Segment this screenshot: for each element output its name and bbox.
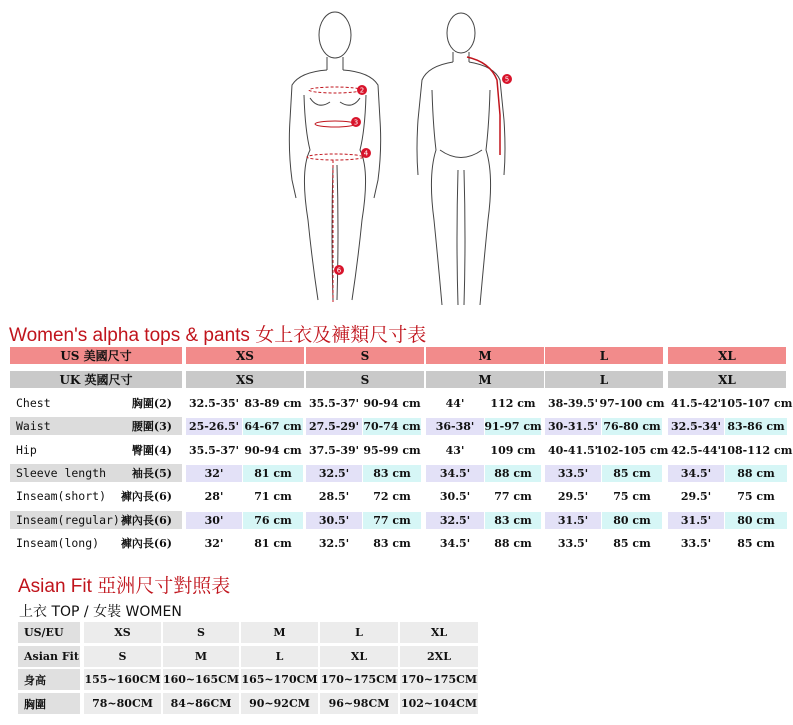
uk-size-l: L <box>545 371 663 388</box>
table-cell: 88 cm <box>725 465 787 482</box>
table-cell: 30.5' <box>306 512 362 529</box>
row-name-cn: 腰圍(3) <box>131 420 172 433</box>
asian-cell: S <box>84 646 161 667</box>
sleeve-measurement-line <box>467 57 500 155</box>
asian-cell: XS <box>84 622 161 643</box>
table-cell: 34.5' <box>426 465 484 482</box>
uk-size-s: S <box>306 371 424 388</box>
table-cell: 29.5' <box>557 490 589 503</box>
table-cell: 43' <box>445 444 465 457</box>
table-cell: 33.5' <box>545 465 601 482</box>
table-cell: 80 cm <box>725 512 787 529</box>
table-cell: 71 cm <box>254 490 292 503</box>
table-cell: 64-67 cm <box>244 420 302 433</box>
asian-cell: S <box>163 622 239 643</box>
table-cell: 83-89 cm <box>244 397 302 410</box>
table-cell: 81 cm <box>254 537 292 550</box>
table-cell: 76-80 cm <box>603 420 661 433</box>
table-cell: 108-112 cm <box>719 444 793 457</box>
us-size-label: US 美國尺寸 <box>10 347 182 364</box>
table-cell: 42.5-44' <box>670 444 722 457</box>
table-cell: 31.5' <box>668 512 724 529</box>
table-cell: 75 cm <box>613 490 651 503</box>
table-cell: 34.5' <box>668 465 724 482</box>
table-cell: 80 cm <box>602 512 662 529</box>
table-cell: 40-41.5' <box>547 444 599 457</box>
table-cell: 33.5' <box>680 537 712 550</box>
table-cell: 109 cm <box>490 444 536 457</box>
table-cell: 32.5' <box>306 465 362 482</box>
table-cell: 34.5' <box>439 537 471 550</box>
asian-cell: 96~98CM <box>320 693 398 714</box>
table-cell: 77 cm <box>363 512 421 529</box>
table-cell: 32' <box>186 465 242 482</box>
row-name: Waist <box>16 419 51 433</box>
table-cell: 88 cm <box>494 537 532 550</box>
us-size-xs: XS <box>186 347 304 364</box>
table-cell: 28.5' <box>318 490 350 503</box>
table-cell: 32.5' <box>426 512 484 529</box>
table-cell: 95-99 cm <box>363 444 421 457</box>
asian-cell: 2XL <box>400 646 478 667</box>
table-cell: 105-107 cm <box>719 397 793 410</box>
asian-fit-subtitle: 上衣 TOP / 女裝 WOMEN <box>19 604 182 620</box>
row-name: Hip <box>16 443 37 457</box>
table-cell: 90-94 cm <box>244 444 302 457</box>
table-cell: 83-86 cm <box>725 418 787 435</box>
asian-cell: XL <box>320 646 398 667</box>
row-label <box>10 534 182 552</box>
row-name-cn: 胸圍(2) <box>131 397 172 410</box>
us-size-m: M <box>426 347 544 364</box>
back-figure <box>417 13 505 305</box>
table-cell: 75 cm <box>737 490 775 503</box>
row-name-cn: 臀圍(4) <box>131 444 172 457</box>
table-cell: 38-39.5' <box>547 397 599 410</box>
table-cell: 36-38' <box>426 418 484 435</box>
asian-row-label: 身高 <box>18 669 80 690</box>
asian-row-label: 胸圍 <box>18 693 80 714</box>
table-cell: 83 cm <box>485 512 541 529</box>
asian-cell: 90~92CM <box>241 693 318 714</box>
asian-cell: M <box>241 622 318 643</box>
table-cell: 35.5-37' <box>308 397 360 410</box>
table-cell: 81 cm <box>243 465 303 482</box>
table-cell: 31.5' <box>545 512 601 529</box>
row-label <box>10 511 182 529</box>
table-cell: 85 cm <box>602 465 662 482</box>
table-cell: 85 cm <box>613 537 651 550</box>
row-label <box>10 487 182 505</box>
table-cell: 88 cm <box>485 465 541 482</box>
row-name-cn: 袖長(5) <box>131 467 172 480</box>
asian-row-label: Asian Fit <box>18 646 80 667</box>
table-cell: 90-94 cm <box>363 397 421 410</box>
table-cell: 41.5-42' <box>670 397 722 410</box>
table-cell: 35.5-37' <box>188 444 240 457</box>
row-name-cn: 褲內長(6) <box>120 514 172 527</box>
table-cell: 33.5' <box>557 537 589 550</box>
asian-cell: L <box>320 622 398 643</box>
alpha-table-title: Women's alpha tops & pants 女上衣及褲類尺寸表 <box>9 325 427 346</box>
asian-cell: 84~86CM <box>163 693 239 714</box>
asian-cell: L <box>241 646 318 667</box>
us-size-s: S <box>306 347 424 364</box>
table-cell: 28' <box>204 490 224 503</box>
row-name: Sleeve length <box>16 466 107 480</box>
uk-size-label: UK 英國尺寸 <box>10 371 182 388</box>
table-cell: 91-97 cm <box>484 420 542 433</box>
table-cell: 83 cm <box>363 465 421 482</box>
row-name: Inseam(long) <box>16 536 100 550</box>
table-cell: 70-74 cm <box>363 420 421 433</box>
uk-size-m: M <box>426 371 544 388</box>
row-name: Inseam(short) <box>16 489 107 503</box>
asian-cell: M <box>163 646 239 667</box>
table-cell: 32.5-35' <box>188 397 240 410</box>
uk-size-xs: XS <box>186 371 304 388</box>
table-cell: 102-105 cm <box>595 444 669 457</box>
asian-cell: 170~175CM <box>320 669 398 690</box>
table-cell: 32.5' <box>318 537 350 550</box>
row-name-cn: 褲內長(6) <box>120 490 172 503</box>
marker-3-label: 3 <box>353 118 359 127</box>
table-cell: 112 cm <box>490 397 536 410</box>
table-cell: 30' <box>186 512 242 529</box>
marker-5-label: 5 <box>504 75 510 84</box>
asian-cell: 160~165CM <box>163 669 239 690</box>
row-label <box>10 441 182 459</box>
row-label <box>10 417 182 435</box>
uk-size-xl: XL <box>668 371 786 388</box>
table-cell: 72 cm <box>373 490 411 503</box>
marker-2-label: 2 <box>359 86 365 95</box>
marker-4-label: 4 <box>363 149 369 158</box>
us-size-xl: XL <box>668 347 786 364</box>
marker-6-label: 6 <box>336 266 342 275</box>
row-name-cn: 褲內長(6) <box>120 537 172 550</box>
asian-row-label: US/EU <box>18 622 80 643</box>
table-cell: 76 cm <box>243 512 303 529</box>
asian-cell: 170~175CM <box>400 669 478 690</box>
table-cell: 32.5-34' <box>668 418 724 435</box>
us-size-l: L <box>545 347 663 364</box>
table-cell: 83 cm <box>373 537 411 550</box>
asian-fit-title: Asian Fit 亞洲尺寸對照表 <box>18 576 231 597</box>
table-cell: 32' <box>204 537 224 550</box>
asian-cell: 165~170CM <box>241 669 318 690</box>
row-name: Inseam(regular) <box>16 513 120 527</box>
asian-cell: 78~80CM <box>84 693 161 714</box>
table-cell: 29.5' <box>680 490 712 503</box>
table-cell: 25-26.5' <box>186 418 242 435</box>
asian-cell: 102~104CM <box>400 693 478 714</box>
row-name: Chest <box>16 396 51 410</box>
asian-cell: XL <box>400 622 478 643</box>
asian-cell: 155~160CM <box>84 669 161 690</box>
table-cell: 85 cm <box>737 537 775 550</box>
table-cell: 37.5-39' <box>308 444 360 457</box>
row-label <box>10 394 182 412</box>
table-cell: 27.5-29' <box>306 418 362 435</box>
body-measurement-figures <box>0 0 793 312</box>
table-cell: 44' <box>445 397 465 410</box>
table-cell: 97-100 cm <box>599 397 665 410</box>
table-cell: 30-31.5' <box>545 418 601 435</box>
table-cell: 30.5' <box>439 490 471 503</box>
table-cell: 77 cm <box>494 490 532 503</box>
row-label <box>10 464 182 482</box>
